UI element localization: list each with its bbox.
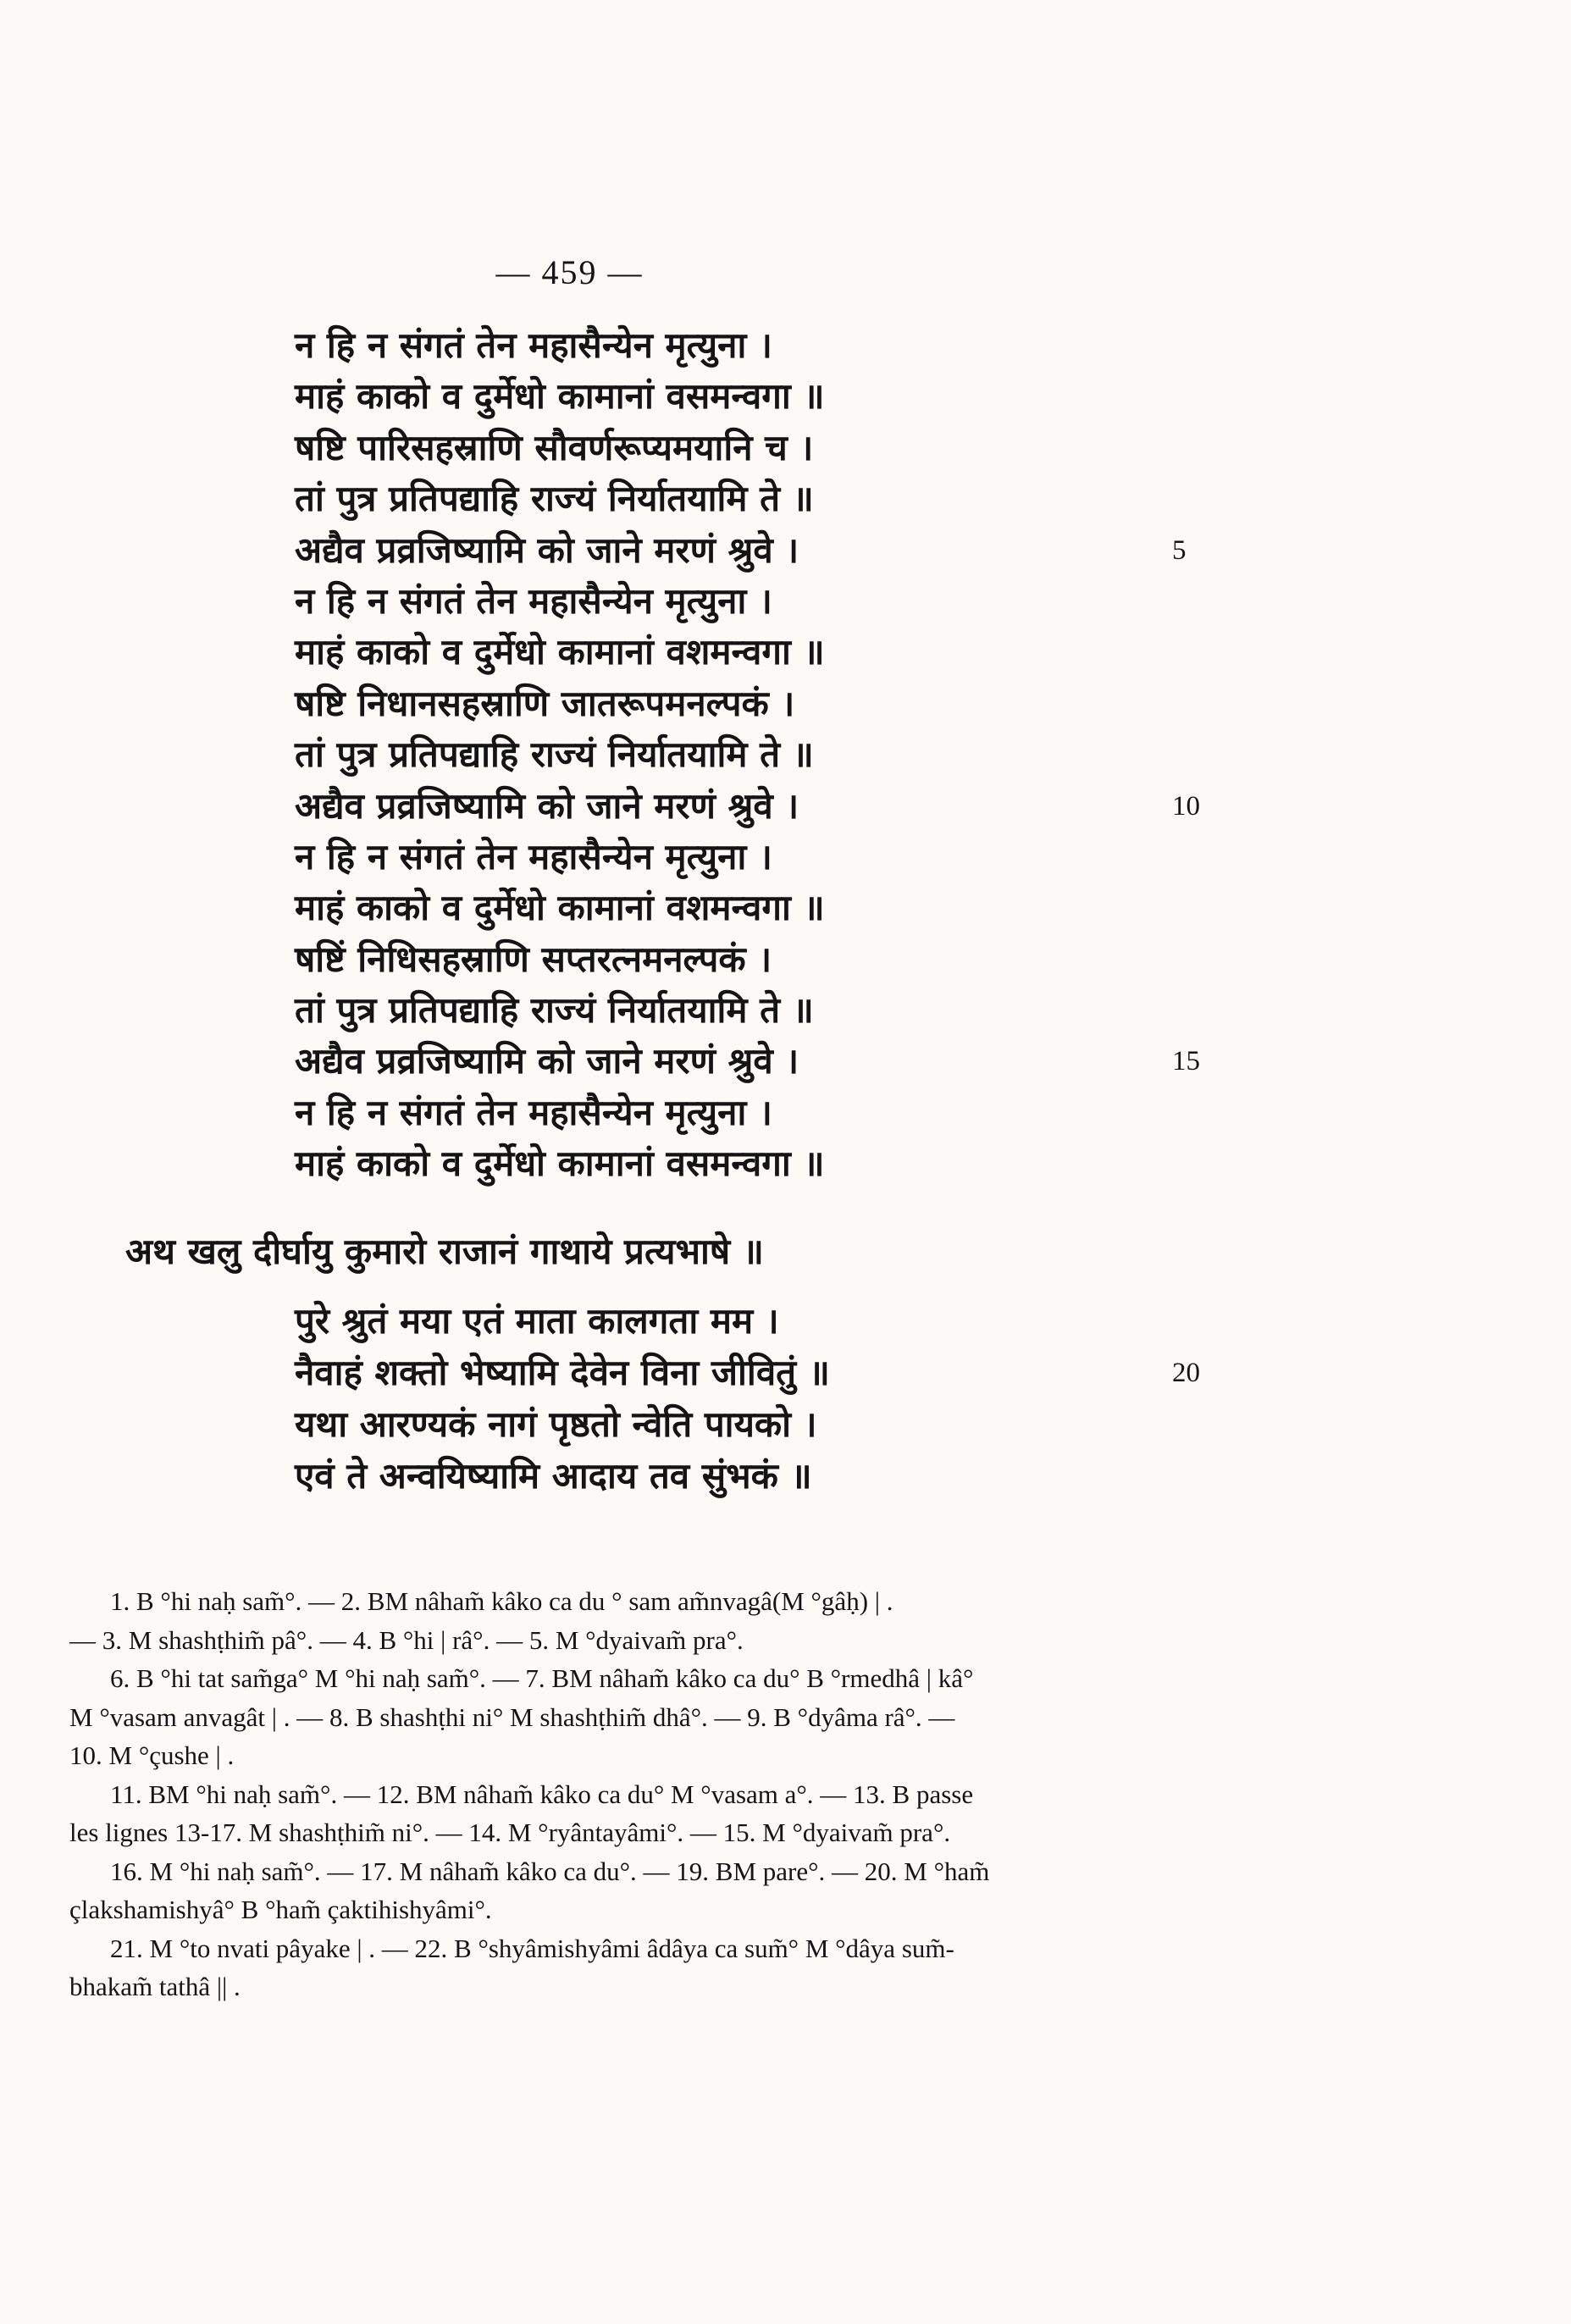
verse-line [295,1347,1294,1399]
verse-text: यथा आरण्यकं नागं पृष्ठतो न्वेति पायको । [295,1403,817,1445]
verse-text: अद्यैव प्रव्रजिष्यामि को जाने मरणं श्रुवे । [295,528,799,571]
verse-text: न हि न संगतं तेन महासैन्येन मृत्युना । [295,1091,772,1133]
verse-line [295,473,1294,524]
footnote-line: les lignes 13-17. M shashṭhim̃ ni°. — 14. M °ryântayâmi°. — 15. M °dyaivam̃ pra°. [69,1818,951,1847]
footnotes [69,1582,1162,2006]
verse-line [295,883,1294,933]
footnote-line: 10. M °çushe | . [69,1740,235,1770]
verse-text: षष्टि निधानसहस्राणि जातरूपमनल्पकं । [295,682,795,724]
verse-line [295,781,1294,832]
verse-line [295,678,1294,729]
verse-line [295,371,1294,422]
page-number: — 459 — [495,253,644,291]
verse-text: माहं काको व दुर्मेधो कामानां वशमन्वगा ॥ [295,631,825,673]
footnote-line: bhakam̃ tathâ || . [69,1972,241,2001]
verse-text: माहं काको व दुर्मेधो कामानां वसमन्वगा ॥ [295,375,825,418]
verse-line [295,1087,1294,1138]
prose-line: अथ खलु दीर्घायु कुमारो राजानं गाथाये प्रत्यभाषे ॥ [125,1231,764,1272]
verse-line [295,1036,1294,1087]
verse-text: तां पुत्र प्रतिपद्याहि राज्यं निर्यातयामि ते ॥ [295,478,814,520]
verse-line [295,525,1294,576]
verse-text: माहं काको व दुर्मेधो कामानां वशमन्वगा ॥ [295,887,825,929]
verse-line [295,1451,1294,1502]
footnote-line: M °vasam anvagât | . — 8. B shashṭhi ni° M shashṭhim̃ dhâ°. — 9. B °dyâma râ°. — [69,1702,955,1732]
footnote-line: 16. M °hi naḥ sam̃°. — 17. M nâham̃ kâko ca du°. — 19. BM pare°. — 20. M °ham̃ [110,1856,990,1886]
footnote-line: 1. B °hi naḥ sam̃°. — 2. BM nâham̃ kâko ca du ° sam am̃nvagâ(M °gâḥ) | . [110,1586,893,1616]
verse-text: माहं काको व दुर्मेधो कामानां वसमन्वगा ॥ [295,1143,825,1185]
footnote-line: çlakshamishyâ° B °ham̃ çaktihishyâmi°. [69,1895,492,1924]
verse-text: षष्टि पारिसहस्राणि सौवर्णरूप्यमयानि च । [295,426,814,468]
verse-line [295,1296,1294,1347]
verse-line [295,627,1294,678]
verse-text: तां पुत्र प्रतिपद्याहि राज्यं निर्यातयामि ते ॥ [295,733,814,776]
verse-line [295,832,1294,883]
footnote-line: 11. BM °hi naḥ sam̃°. — 12. BM nâham̃ kâko ca du° M °vasam a°. — 13. B passe [110,1779,974,1809]
verse-line [295,1399,1294,1451]
verse-line [295,1138,1294,1189]
line-number: 15 [1172,1046,1200,1077]
verse-block-2 [295,1296,1294,1502]
footnote-line: — 3. M shashṭhim̃ pâ°. — 4. B °hi | râ°. — 5. M °dyaivam̃ pra°. [69,1624,744,1655]
verse-block-1 [295,320,1294,1190]
verse-text: अद्यैव प्रव्रजिष्यामि को जाने मरणं श्रुवे । [295,784,799,827]
verse-text: न हि न संगतं तेन महासैन्येन मृत्युना । [295,324,772,366]
verse-line [295,423,1294,473]
verse-text: न हि न संगतं तेन महासैन्येन मृत्युना । [295,835,772,877]
verse-line [295,729,1294,780]
line-number: 20 [1172,1358,1200,1388]
verse-text: न हि न संगतं तेन महासैन्येन मृत्युना । [295,579,772,622]
verse-text: नैवाहं शक्तो भेष्यामि देवेन विना जीवितुं ॥ [295,1352,830,1393]
verse-line [295,576,1294,627]
footnote-line: 21. M °to nvati pâyake | . — 22. B °shyâmishyâmi âdâya ca sum̃° M °dâya sum̃- [110,1933,954,1963]
verse-line [295,320,1294,371]
line-number: 10 [1172,790,1200,822]
footnote-line: 6. B °hi tat sam̃ga° M °hi naḥ sam̃°. — 7. BM nâham̃ kâko ca du° B °rmedhâ | kâ° [110,1663,974,1693]
line-number: 5 [1172,534,1187,566]
verse-text: तां पुत्र प्रतिपद्याहि राज्यं निर्यातयामि ते ॥ [295,989,814,1032]
verse-text: षष्टिं निधिसहस्राणि सप्तरत्नमनल्पकं । [295,938,772,980]
verse-text: अद्यैव प्रव्रजिष्यामि को जाने मरणं श्रुवे । [295,1040,799,1082]
verse-line [295,934,1294,985]
verse-text: पुरे श्रुतं मया एतं माता कालगता मम । [295,1300,779,1342]
verse-text: एवं ते अन्वयिष्यामि आदाय तव सुंभकं ॥ [295,1455,812,1497]
verse-line [295,985,1294,1036]
